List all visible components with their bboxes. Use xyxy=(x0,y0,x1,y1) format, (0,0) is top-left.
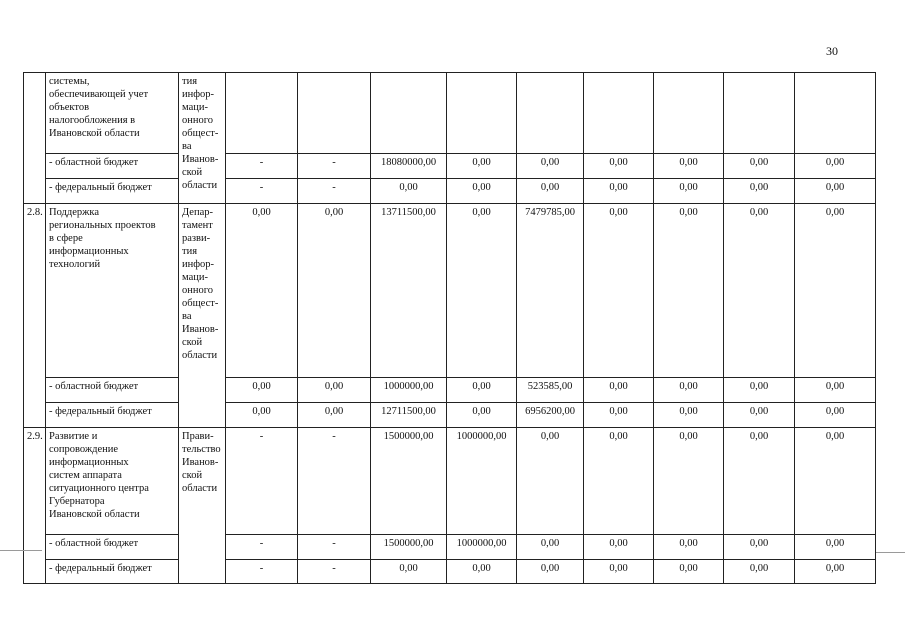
value-cell: 0,00 xyxy=(654,204,724,378)
value-cell: 1000000,00 xyxy=(447,535,517,560)
value-cell: 0,00 xyxy=(517,154,584,179)
value-cell: 0,00 xyxy=(447,378,517,403)
scan-edge-line xyxy=(876,552,905,553)
value-cell xyxy=(724,73,795,154)
value-cell: 0,00 xyxy=(447,560,517,584)
value-cell: 0,00 xyxy=(795,154,876,179)
value-cell: 0,00 xyxy=(517,535,584,560)
budget-source-label: - областной бюджет xyxy=(46,378,179,403)
value-cell: 0,00 xyxy=(654,378,724,403)
value-cell: 0,00 xyxy=(795,535,876,560)
value-cell: 1500000,00 xyxy=(371,535,447,560)
value-cell: 0,00 xyxy=(584,535,654,560)
value-cell: - xyxy=(226,154,298,179)
table-row xyxy=(24,535,876,560)
value-cell: 0,00 xyxy=(517,179,584,204)
value-cell: 0,00 xyxy=(517,560,584,584)
value-cell: - xyxy=(298,428,371,535)
value-cell: 0,00 xyxy=(724,378,795,403)
value-cell xyxy=(795,73,876,154)
value-cell: 0,00 xyxy=(226,204,298,378)
value-cell: 0,00 xyxy=(584,403,654,428)
page-number: 30 xyxy=(826,44,838,58)
value-cell xyxy=(447,73,517,154)
value-cell: 0,00 xyxy=(654,428,724,535)
value-cell: 1500000,00 xyxy=(371,428,447,535)
value-cell: 0,00 xyxy=(371,179,447,204)
budget-source-label: - областной бюджет xyxy=(46,154,179,179)
value-cell: 0,00 xyxy=(584,428,654,535)
table-row xyxy=(24,154,876,179)
value-cell: 0,00 xyxy=(724,560,795,584)
budget-source-label: - федеральный бюджет xyxy=(46,403,179,428)
value-cell: 0,00 xyxy=(447,154,517,179)
executor-cell: тия инфор- маци- онного общест- ва Иванов- ской области xyxy=(179,73,226,204)
table-row xyxy=(24,428,876,535)
value-cell: 0,00 xyxy=(724,403,795,428)
value-cell xyxy=(226,73,298,154)
value-cell: 0,00 xyxy=(795,204,876,378)
value-cell xyxy=(517,73,584,154)
budget-source-label: - федеральный бюджет xyxy=(46,560,179,584)
value-cell: 0,00 xyxy=(724,179,795,204)
value-cell: 0,00 xyxy=(584,560,654,584)
value-cell: 0,00 xyxy=(795,428,876,535)
value-cell: 0,00 xyxy=(298,204,371,378)
value-cell: 0,00 xyxy=(298,378,371,403)
measure-name: системы, обеспечивающей учет объектов налогообложения в Ивановской области xyxy=(46,73,179,154)
table-row xyxy=(24,204,876,378)
value-cell: 0,00 xyxy=(584,154,654,179)
table-row xyxy=(24,403,876,428)
value-cell: 0,00 xyxy=(654,403,724,428)
budget-source-label: - федеральный бюджет xyxy=(46,179,179,204)
value-cell: 0,00 xyxy=(584,378,654,403)
table-row xyxy=(24,179,876,204)
value-cell: 0,00 xyxy=(654,154,724,179)
value-cell: 1000000,00 xyxy=(447,428,517,535)
value-cell: - xyxy=(226,560,298,584)
value-cell xyxy=(298,73,371,154)
scan-edge-line xyxy=(0,550,42,551)
row-number: 2.8. xyxy=(24,204,46,428)
budget-table xyxy=(23,72,876,584)
value-cell: - xyxy=(226,428,298,535)
value-cell: 0,00 xyxy=(724,154,795,179)
value-cell: 0,00 xyxy=(795,560,876,584)
value-cell: 7479785,00 xyxy=(517,204,584,378)
value-cell: 0,00 xyxy=(298,403,371,428)
value-cell: - xyxy=(226,179,298,204)
table-row xyxy=(24,378,876,403)
value-cell: 0,00 xyxy=(226,378,298,403)
value-cell: - xyxy=(226,535,298,560)
value-cell: - xyxy=(298,154,371,179)
measure-name: Развитие и сопровождение информационных систем аппарата ситуационного центра Губернатора Ивановской области xyxy=(46,428,179,535)
value-cell xyxy=(654,73,724,154)
value-cell: 0,00 xyxy=(654,535,724,560)
value-cell: 0,00 xyxy=(584,204,654,378)
value-cell: 0,00 xyxy=(795,179,876,204)
value-cell: - xyxy=(298,179,371,204)
value-cell: 18080000,00 xyxy=(371,154,447,179)
value-cell: 0,00 xyxy=(795,403,876,428)
value-cell: 0,00 xyxy=(795,378,876,403)
value-cell: 0,00 xyxy=(654,560,724,584)
value-cell: - xyxy=(298,535,371,560)
value-cell: 0,00 xyxy=(724,535,795,560)
value-cell xyxy=(371,73,447,154)
value-cell: 0,00 xyxy=(226,403,298,428)
value-cell: 0,00 xyxy=(654,179,724,204)
value-cell: 0,00 xyxy=(447,204,517,378)
executor-cell: Прави- тельство Иванов- ской области xyxy=(179,428,226,584)
value-cell: 0,00 xyxy=(724,204,795,378)
value-cell xyxy=(584,73,654,154)
value-cell: - xyxy=(298,560,371,584)
executor-cell: Депар- тамент разви- тия инфор- маци- онного общест- ва Иванов- ской области xyxy=(179,204,226,428)
value-cell: 0,00 xyxy=(447,403,517,428)
value-cell: 1000000,00 xyxy=(371,378,447,403)
table-row xyxy=(24,73,876,154)
value-cell: 13711500,00 xyxy=(371,204,447,378)
table-row xyxy=(24,560,876,584)
value-cell: 523585,00 xyxy=(517,378,584,403)
row-number: 2.9. xyxy=(24,428,46,584)
measure-name: Поддержка региональных проектов в сфере информационных технологий xyxy=(46,204,179,378)
value-cell: 0,00 xyxy=(447,179,517,204)
value-cell: 12711500,00 xyxy=(371,403,447,428)
value-cell: 0,00 xyxy=(724,428,795,535)
value-cell: 6956200,00 xyxy=(517,403,584,428)
row-number xyxy=(24,73,46,204)
budget-source-label: - областной бюджет xyxy=(46,535,179,560)
value-cell: 0,00 xyxy=(517,428,584,535)
value-cell: 0,00 xyxy=(584,179,654,204)
value-cell: 0,00 xyxy=(371,560,447,584)
